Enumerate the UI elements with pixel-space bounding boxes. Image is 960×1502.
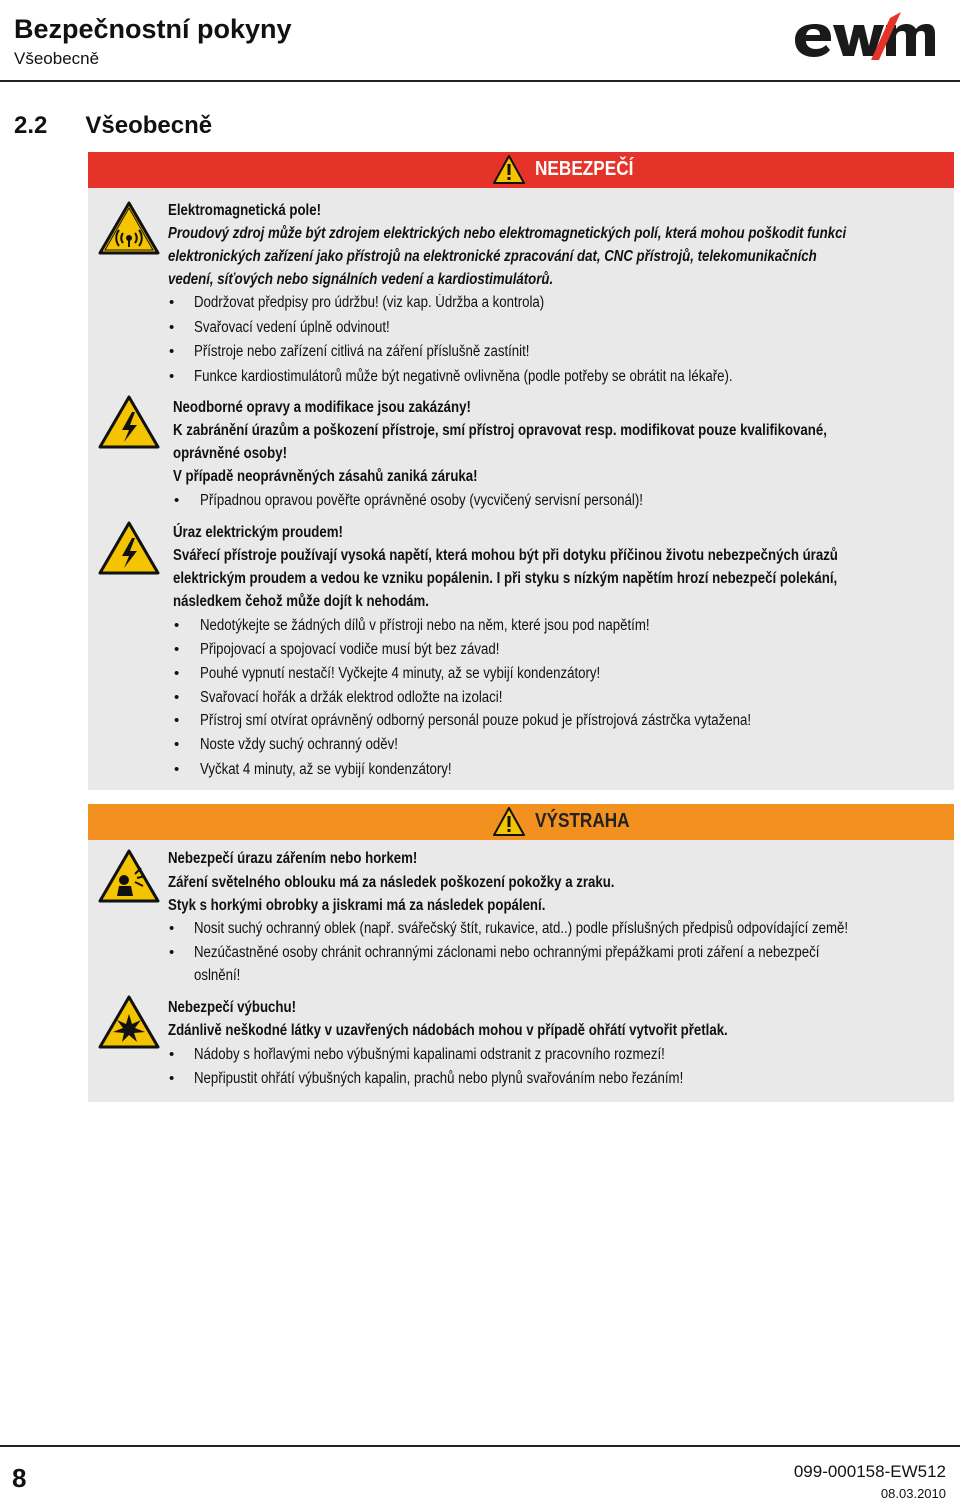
page-title: Bezpečnostní pokyny <box>14 14 292 44</box>
warning-block1-bullet2: Nezúčastněné osoby chránit ochrannými záclonami nebo ochrannými přepážkami proti záření a nebezpečí <box>194 944 820 961</box>
page-subtitle: Všeobecně <box>14 49 100 68</box>
warning-block1-line1: Nebezpečí úrazu zářením nebo horkem! <box>168 850 418 867</box>
danger-label <box>493 155 649 184</box>
bullet-dot: • <box>169 294 175 311</box>
bullet-dot: • <box>169 1046 175 1063</box>
danger-block2-line3: oprávněné osoby! <box>173 445 288 462</box>
document-date: 08.03.2010 <box>880 1486 946 1501</box>
bullet-dot: • <box>174 761 180 778</box>
bullet-dot: • <box>174 665 180 682</box>
bullet-dot: • <box>169 920 175 937</box>
section-heading <box>14 112 212 140</box>
document-id: 099-000158-EW512 <box>793 1462 946 1481</box>
warning-block1-bullet1: Nosit suchý ochranný oblek (např. svářečský štít, rukavice, atd..) podle příslušných předpisů odpovídající země! <box>194 920 849 937</box>
danger-block3-bullet4: Svařovací hořák a držák elektrod odložte na izolaci! <box>200 689 503 706</box>
danger-block1-bullet4: Funkce kardiostimulátorů může být negativně ovlivněna (podle potřeby se obrátit na lékaře). <box>194 368 733 385</box>
bullet-dot: • <box>174 617 180 634</box>
bullet-dot: • <box>169 368 175 385</box>
danger-label-text: NEBEZPEČÍ <box>535 158 634 180</box>
danger-block1-heading: Elektromagnetická pole! <box>168 202 321 219</box>
danger-block1-line1: Proudový zdroj může být zdrojem elektrických nebo elektromagnetických polí, která mohou poškodit funkci <box>168 225 847 242</box>
danger-block1-line3: vedení, síťových nebo signálních vedení a kardiostimulátorů. <box>168 271 554 288</box>
warning-block2-bullet1: Nádoby s hořlavými nebo výbušnými kapalinami odstranit z pracovního rozmezí! <box>194 1046 665 1063</box>
radiation-heat-warning-icon <box>97 848 161 904</box>
warning-block2-line2: Zdánlivě neškodné látky v uzavřených nádobách mohou v případě ohřátí vytvořit přetlak. <box>168 1022 728 1039</box>
danger-block3-bullet5: Přístroj smí otvírat oprávněný odborný personál pouze pokud je přístrojová zástrčka vytažena! <box>200 712 752 729</box>
electromagnetic-field-warning-icon <box>97 200 161 256</box>
bullet-dot: • <box>174 689 180 706</box>
danger-block3-line2: Svářecí přístroje používají vysoká napětí, která mohou být při dotyku příčinou životu nebezpečných úrazů <box>173 547 838 564</box>
danger-block3-bullet2: Připojovací a spojovací vodiče musí být bez závad! <box>200 641 500 658</box>
danger-block2-line4: V případě neoprávněných zásahů zaniká záruka! <box>173 468 478 485</box>
danger-block1-bullet3: Přístroje nebo zařízení citlivá na záření příslušně zastínit! <box>194 343 530 360</box>
danger-block3-bullet1: Nedotýkejte se žádných dílů v přístroji nebo na něm, které jsou pod napětím! <box>200 617 650 634</box>
danger-block1-bullet2: Svařovací vedení úplně odvinout! <box>194 319 390 336</box>
ewm-logo <box>793 10 935 62</box>
page-number: 8 <box>12 1463 27 1493</box>
danger-block3-bullet3: Pouhé vypnutí nestačí! Vyčkejte 4 minuty, až se vybijí kondenzátory! <box>200 665 601 682</box>
high-voltage-warning-icon <box>97 394 161 450</box>
header-rule <box>0 80 960 82</box>
warning-block1-bullet2-cont: oslnění! <box>194 967 241 984</box>
warning-band <box>88 804 954 840</box>
danger-block3-line3: elektrickým proudem a vedou ke vzniku popálenin. I při styku s nízkým napětím hrozí nebezpečí polekání, <box>173 570 838 587</box>
bullet-dot: • <box>174 736 180 753</box>
bullet-dot: • <box>169 343 175 360</box>
danger-block2-bullet1: Případnou opravou pověřte oprávněné osoby (vycvičený servisní personál)! <box>200 492 643 509</box>
warning-block2-line1: Nebezpečí výbuchu! <box>168 999 296 1016</box>
section-number: 2.2 <box>14 112 48 139</box>
danger-block2-line1: Neodborné opravy a modifikace jsou zakázány! <box>173 399 471 416</box>
warning-label <box>493 807 645 836</box>
bullet-dot: • <box>174 712 180 729</box>
danger-block3-line1: Úraz elektrickým proudem! <box>173 524 343 541</box>
danger-block3-line4: následkem čehož může dojít k nehodám. <box>173 593 429 610</box>
warning-block1-line3: Styk s horkými obrobky a jiskrami má za následek popálení. <box>168 897 546 914</box>
footer-rule <box>0 1445 960 1447</box>
warning-triangle-icon <box>493 807 525 836</box>
section-title: Všeobecně <box>85 112 213 139</box>
bullet-dot: • <box>169 944 175 961</box>
danger-block2-line2: K zabránění úrazům a poškození přístroje, smí přístroj opravovat resp. modifikovat pouze kvalifikované, <box>173 422 827 439</box>
danger-block3-bullet6: Noste vždy suchý ochranný oděv! <box>200 736 398 753</box>
explosion-warning-icon <box>97 994 161 1050</box>
electric-shock-warning-icon <box>97 520 161 576</box>
danger-block3-bullet7: Vyčkat 4 minuty, až se vybijí kondenzátory! <box>200 761 452 778</box>
warning-label-text: VÝSTRAHA <box>535 810 630 832</box>
danger-block1-line2: elektronických zařízení jako přístrojů na elektronické zpracování dat, CNC přístrojů, telekomunikačních <box>168 248 817 265</box>
bullet-dot: • <box>169 1070 175 1087</box>
bullet-dot: • <box>169 319 175 336</box>
bullet-dot: • <box>174 492 180 509</box>
warning-block1-line2: Záření světelného oblouku má za následek poškození pokožky a zraku. <box>168 874 615 891</box>
logo-text: ewm <box>793 10 796 11</box>
warning-block2-bullet2: Nepřipustit ohřátí výbušných kapalin, prachů nebo plynů svařováním nebo řezáním! <box>194 1070 684 1087</box>
danger-band <box>88 152 954 188</box>
warning-triangle-icon <box>493 155 525 184</box>
danger-block1-bullet1: Dodržovat předpisy pro údržbu! (viz kap. Údržba a kontrola) <box>194 294 545 311</box>
bullet-dot: • <box>174 641 180 658</box>
